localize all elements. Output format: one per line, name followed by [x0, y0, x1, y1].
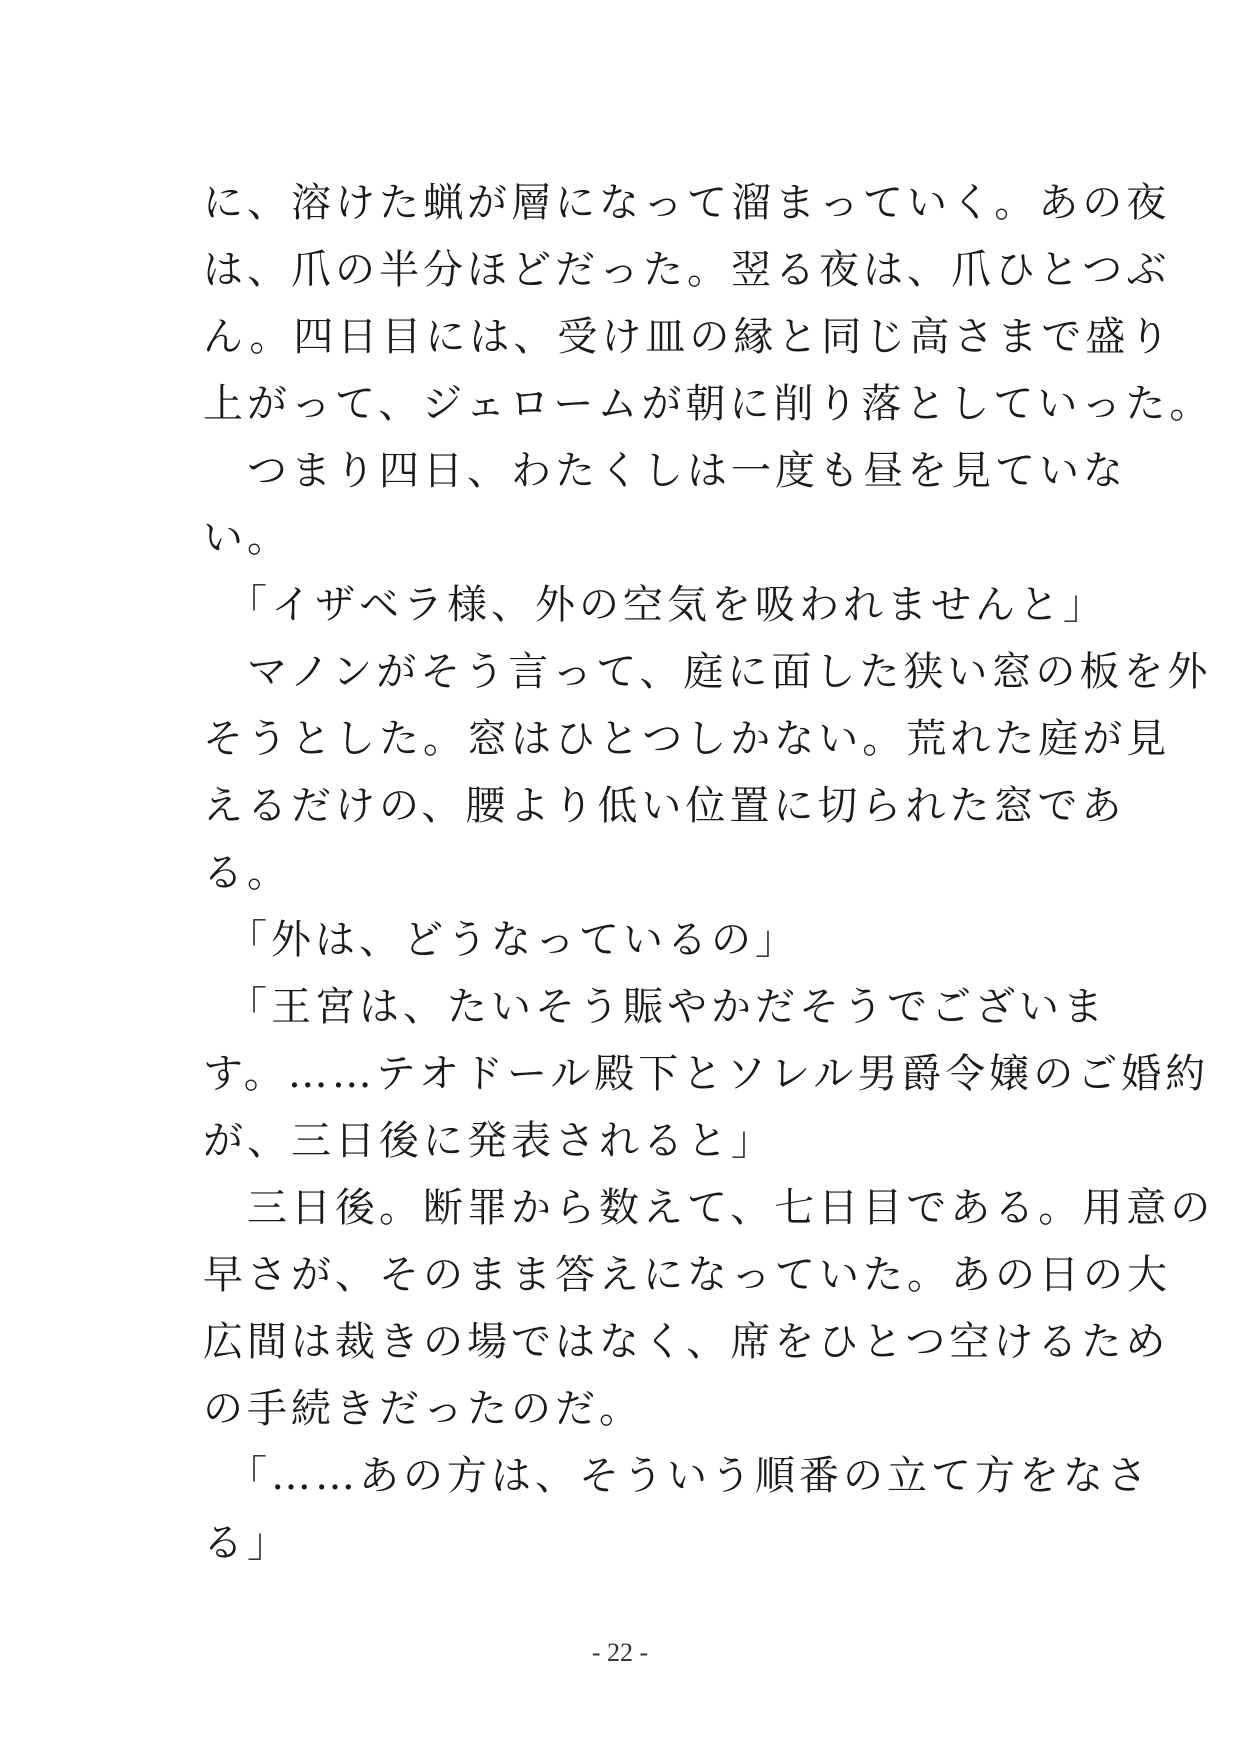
text-line: 三日後。断罪から数えて、七日目である。用意の: [203, 1185, 1215, 1231]
text-line: 早さが、そのまま答えになっていた。あの日の大: [203, 1252, 1171, 1298]
text-line: の手続きだったのだ。: [203, 1386, 643, 1432]
text-line: 「王宮は、たいそう賑やかだそうでございま: [203, 984, 1107, 1030]
text-line: に、溶けた蝋が層になって溜まっていく。あの夜: [203, 180, 1171, 226]
text-line: 広間は裁きの場ではなく、席をひとつ空けるため: [203, 1319, 1170, 1365]
text-line: そうとした。窓はひとつしかない。荒れた庭が見: [203, 716, 1171, 762]
text-line: 「イザベラ様、外の空気を吸われませんと」: [203, 582, 1107, 628]
text-line: は、爪の半分ほどだった。翌る夜は、爪ひとつぶ: [203, 247, 1171, 293]
text-line: い。: [203, 515, 291, 561]
text-line: えるだけの、腰より低い位置に切られた窓であ: [203, 783, 1126, 829]
page-number: - 22 -: [591, 1638, 649, 1667]
text-line: つまり四日、わたくしは一度も昼を見ていな: [203, 448, 1127, 494]
text-line: 「……あの方は、そういう順番の立て方をなさ: [203, 1453, 1151, 1499]
text-line: す。……テオドール殿下とソレル男爵令嬢のご婚約: [203, 1051, 1210, 1097]
text-line: が、三日後に発表されると」: [203, 1118, 775, 1164]
text-line: 「外は、どうなっているの」: [203, 917, 799, 963]
text-line: ん。四日目には、受け皿の縁と同じ高さまで盛り: [203, 314, 1174, 360]
text-line: る。: [203, 850, 291, 896]
text-line: る」: [203, 1520, 291, 1566]
text-line: マノンがそう言って、庭に面した狭い窓の板を外: [203, 649, 1212, 695]
text-line: 上がって、ジェロームが朝に削り落としていった。: [203, 381, 1214, 427]
body-text: [203, 170, 1215, 1577]
